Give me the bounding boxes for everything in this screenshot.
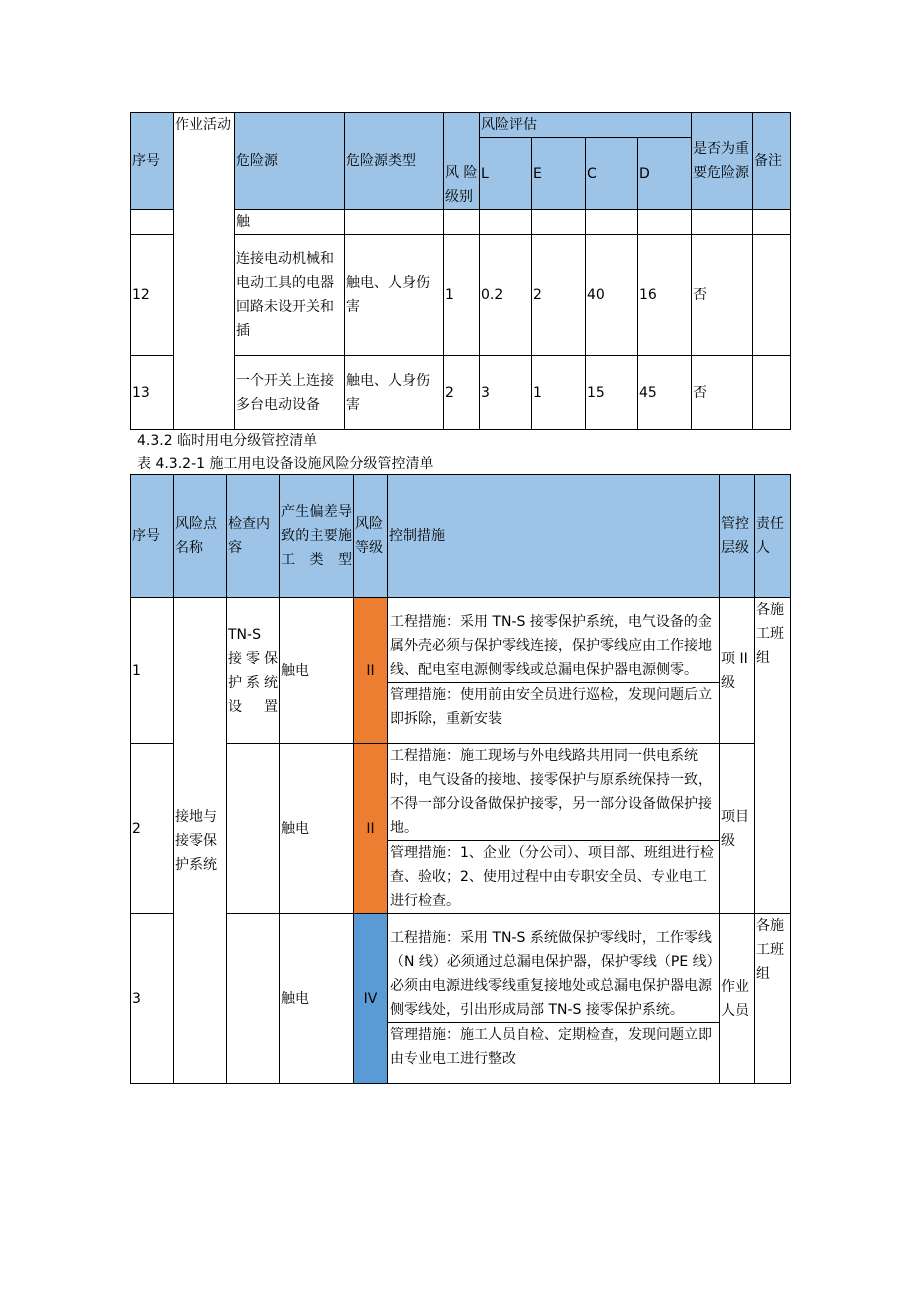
header-seq: 序号 <box>131 113 174 210</box>
cell-check <box>227 914 280 1084</box>
management-measure: 管理措施：使用前由安全员进行巡检，发现问题后立即拆除，重新安装 <box>388 682 719 731</box>
cell-d: 45 <box>638 356 692 430</box>
cell-seq <box>131 210 174 235</box>
cell-seq: 13 <box>131 356 174 430</box>
cell-hazard: 连接电动机械和电动工具的电器回路未设开关和插 <box>235 235 345 356</box>
header-risk-level: 风 险级别 <box>444 113 480 210</box>
cell-control-level: 项目级 <box>720 744 755 914</box>
cell-control-level: 作业人员 <box>720 914 755 1084</box>
header-measures: 控制措施 <box>388 475 720 598</box>
cell-risk-point: 接地与接零保护系统 <box>174 598 227 1084</box>
cell-l: 0.2 <box>480 235 532 356</box>
table-row <box>131 914 791 1084</box>
cell-control-level: 项 II 级 <box>720 598 755 744</box>
cell-major: 否 <box>692 356 753 430</box>
header-risk-point: 风险点名称 <box>174 475 227 598</box>
header-hazard: 危险源 <box>235 113 345 210</box>
cell-accident: 触电 <box>280 914 354 1084</box>
cell-owner: 各施工班组 <box>755 914 791 1084</box>
cell-l: 3 <box>480 356 532 430</box>
cell-d: 16 <box>638 235 692 356</box>
cell-e: 2 <box>532 235 586 356</box>
header-assessment: 风险评估 <box>480 113 692 138</box>
header-l: L <box>480 138 532 210</box>
header-owner: 责任人 <box>755 475 791 598</box>
cell-d <box>638 210 692 235</box>
engineering-measure: 工程措施：采用 TN-S 接零保护系统，电气设备的金属外壳必须与保护零线连接，保护零线应由工作接地线、配电室电源侧零线或总漏电保护器电源侧零。 <box>390 614 712 678</box>
table-caption: 表 4.3.2-1 施工用电设备设施风险分级管控清单 <box>137 456 434 472</box>
cell-remark <box>753 235 791 356</box>
cell-level <box>444 210 480 235</box>
management-measure: 管理措施：1、企业（分公司）、项目部、班组进行检查、验收；2、使用过程中由专职安全员、专业电工进行检查。 <box>388 840 719 913</box>
cell-c: 40 <box>586 235 638 356</box>
cell-hazard: 触 <box>235 210 345 235</box>
header-remark: 备注 <box>753 113 791 210</box>
header-accident: 产生偏差导致的主要施工类型 <box>280 475 354 598</box>
section-title: 4.3.2 临时用电分级管控清单 <box>137 433 318 449</box>
header-e: E <box>532 138 586 210</box>
cell-risk-level: II <box>354 598 388 744</box>
cell-c: 15 <box>586 356 638 430</box>
cell-check <box>227 744 280 914</box>
cell-major <box>692 210 753 235</box>
header-activity: 作业活动 <box>174 113 235 430</box>
cell-risk-level: II <box>354 744 388 914</box>
cell-level: 2 <box>444 356 480 430</box>
cell-risk-level: IV <box>354 914 388 1084</box>
cell-c <box>586 210 638 235</box>
cell-hazard-type: 触电、人身伤害 <box>345 356 444 430</box>
table-row <box>131 744 791 914</box>
cell-owner: 各施工班组 <box>755 598 791 914</box>
cell-accident: 触电 <box>280 598 354 744</box>
cell-level: 1 <box>444 235 480 356</box>
cell-accident: 触电 <box>280 744 354 914</box>
cell-check: TN-S 接零保护系统设置 <box>227 598 280 744</box>
header-d: D <box>638 138 692 210</box>
table-row <box>131 598 791 744</box>
risk-assessment-table <box>130 112 791 430</box>
header-level: 风险等级 <box>354 475 388 598</box>
header-seq: 序号 <box>131 475 174 598</box>
cell-seq: 3 <box>131 914 174 1084</box>
cell-seq: 2 <box>131 744 174 914</box>
cell-e: 1 <box>532 356 586 430</box>
cell-seq: 12 <box>131 235 174 356</box>
engineering-measure: 工程措施：施工现场与外电线路共用同一供电系统时，电气设备的接地、接零保护与原系统保持一致，不得一部分设备做保护接零，另一部分设备做保护接地。 <box>390 748 712 836</box>
management-measure: 管理措施：施工人员自检、定期检查，发现问题立即由专业电工进行整改 <box>388 1022 719 1071</box>
header-hazard-type: 危险源类型 <box>345 113 444 210</box>
cell-major: 否 <box>692 235 753 356</box>
risk-control-table <box>130 474 791 1084</box>
header-c: C <box>586 138 638 210</box>
cell-remark <box>753 356 791 430</box>
cell-hazard: 一个开关上连接多台电动设备 <box>235 356 345 430</box>
cell-seq: 1 <box>131 598 174 744</box>
cell-e <box>532 210 586 235</box>
header-major: 是否为重要危险源 <box>692 113 753 210</box>
cell-hazard-type <box>345 210 444 235</box>
engineering-measure: 工程措施：采用 TN-S 系统做保护零线时，工作零线（N 线）必须通过总漏电保护器，保护零线（PE 线）必须由电源进线零线重复接地处或总漏电保护器电源侧零线处，引出形成局部 TN-S 接零保护系统。 <box>390 930 714 1018</box>
cell-hazard-type: 触电、人身伤害 <box>345 235 444 356</box>
header-control-level: 管控层级 <box>720 475 755 598</box>
header-check: 检查内容 <box>227 475 280 598</box>
cell-remark <box>753 210 791 235</box>
cell-l <box>480 210 532 235</box>
